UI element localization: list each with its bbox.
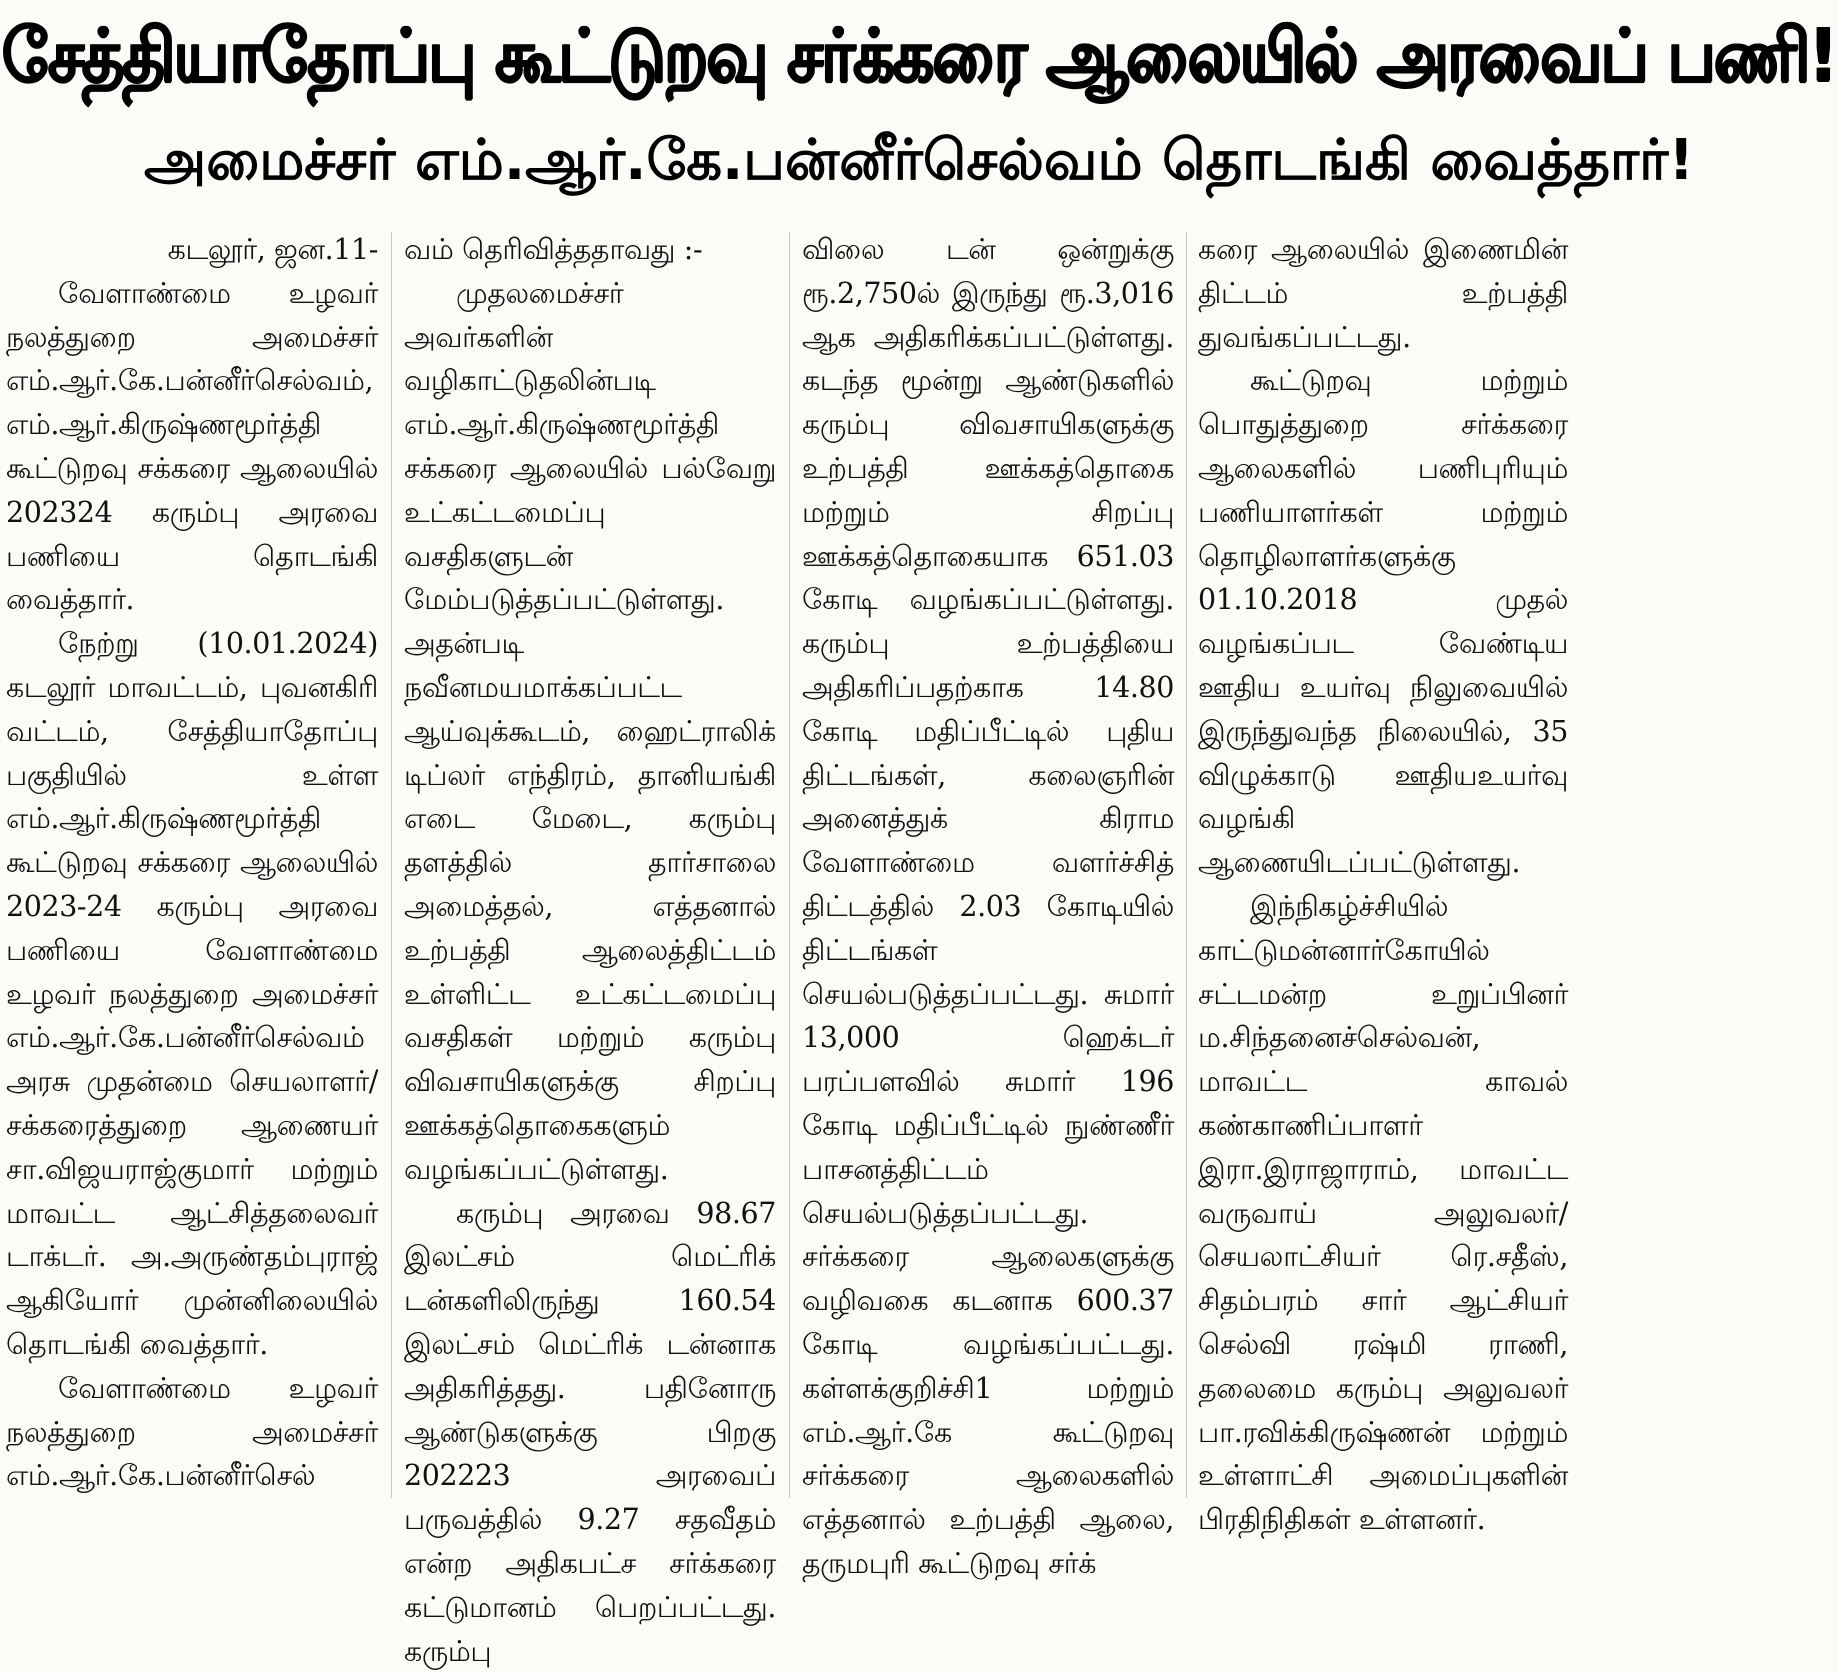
subheadline: அமைச்சர் எம்.ஆர்.கே.பன்னீர்செல்வம் தொடங்கி வைத்தார்! [144, 128, 1694, 193]
paragraph: முதலமைச்சர் அவர்களின் வழிகாட்டுதலின்படி எம்.ஆர்.கிருஷ்ணமூர்த்தி சக்கரை ஆலையில் பல்வேறு உட்கட்டமைப்பு வசதிகளுடன் மேம்படுத்தப்பட்டுள்ளது. அதன்படி நவீனமயமாக்கப்பட்ட ஆய்வுக்கூடம், ஹைட்ராலிக் டிப்லர் எந்திரம், தானியங்கி எடை மேடை, கரும்பு தளத்தில் தார்சாலை அமைத்தல், எத்தனால் உற்பத்தி ஆலைத்திட்டம் உள்ளிட்ட உட்கட்டமைப்பு வசதிகள் மற்றும் கரும்பு விவசாயிகளுக்கு சிறப்பு ஊக்கத்தொகைகளும் வழங்கப்பட்டுள்ளது. [404, 276, 776, 1186]
paragraph: வம் தெரிவித்ததாவது :- [404, 233, 703, 266]
paragraph: கரும்பு அரவை 98.67 இலட்சம் மெட்ரிக் டன்களிலிருந்து 160.54 இலட்சம் மெட்ரிக் டன்னாக அதிகரித்தது. பதினோரு ஆண்டுகளுக்கு பிறகு 202223 அரவைப் பருவத்தில் 9.27 சதவீதம் என்ற அதிகபட்ச சர்க்கரை கட்டுமானம் பெறப்பட்டது. கரும்பு [404, 1196, 776, 1668]
paragraph: கூட்டுறவு மற்றும் பொதுத்துறை சர்க்கரை ஆலைகளில் பணிபுரியும் பணியாளர்கள் மற்றும் தொழிலாளர்களுக்கு 01.10.2018 முதல் வழங்கப்பட வேண்டிய ஊதிய உயர்வு நிலுவையில் இருந்துவந்த நிலையில், 35 விழுக்காடு ஊதியஉயர்வு வழங்கி ஆணையிடப்பட்டுள்ளது. [1198, 364, 1568, 880]
column-divider [391, 232, 392, 1498]
dateline: கடலூர், ஜன.11- [167, 233, 378, 266]
article-column-4 [1198, 228, 1568, 1537]
headline: சேத்தியாதோப்பு கூட்டுறவு சர்க்கரை ஆலையில் அரவைப் பணி! [1, 13, 1837, 98]
paragraph: விலை டன் ஒன்றுக்கு ரூ.2,750ல் இருந்து ரூ.3,016 ஆக அதிகரிக்கப்பட்டுள்ளது. கடந்த மூன்று ஆண்டுகளில் கரும்பு விவசாயிகளுக்கு உற்பத்தி ஊக்கத்தொகை மற்றும் சிறப்பு ஊக்கத்தொகையாக 651.03 கோடி வழங்கப்பட்டுள்ளது. கரும்பு உற்பத்தியை அதிகரிப்பதற்காக 14.80 கோடி மதிப்பீட்டில் புதிய திட்டங்கள், கலைஞரின் அனைத்துக் கிராம வேளாண்மை வளர்ச்சித் திட்டத்தில் 2.03 கோடியில் திட்டங்கள் செயல்படுத்தப்பட்டது. சுமார் 13,000 ஹெக்டர் பரப்பளவில் சுமார் 196 கோடி மதிப்பீட்டில் நுண்ணீர் பாசனத்திட்டம் செயல்படுத்தப்பட்டது. சர்க்கரை ஆலைகளுக்கு வழிவகை கடனாக 600.37 கோடி வழங்கப்பட்டது. கள்ளக்குறிச்சி1 மற்றும் எம்.ஆர்.கே கூட்டுறவு சர்க்கரை ஆலைகளில் எத்தனால் உற்பத்தி ஆலை, தருமபுரி கூட்டுறவு சர்க் [802, 233, 1174, 1580]
paragraph: இந்நிகழ்ச்சியில் காட்டுமன்னார்கோயில் சட்டமன்ற உறுப்பினர் ம.சிந்தனைச்செல்வன், மாவட்ட காவல் கண்காணிப்பாளர் இரா.இராஜாராம், மாவட்ட வருவாய் அலுவலர்/செயலாட்சியர் ரெ.சதீஸ், சிதம்பரம் சார் ஆட்சியர் செல்வி ரஷ்மி ராணி, தலைமை கரும்பு அலுவலர் பா.ரவிக்கிருஷ்ணன் மற்றும் உள்ளாட்சி அமைப்புகளின் பிரதிநிதிகள் உள்ளனர். [1198, 889, 1568, 1537]
article-column-2 [404, 228, 776, 1668]
article-column-1 [6, 228, 378, 1503]
paragraph: கரை ஆலையில் இணைமின் திட்டம் உற்பத்தி துவங்கப்பட்டது. [1198, 233, 1568, 354]
column-divider [1186, 232, 1187, 1498]
column-divider [789, 232, 790, 1498]
paragraph: வேளாண்மை உழவர் நலத்துறை அமைச்சர் எம்.ஆர்.கே.பன்னீர்செல் [6, 1371, 378, 1493]
paragraph: நேற்று (10.01.2024) கடலூர் மாவட்டம், புவனகிரி வட்டம், சேத்தியாதோப்பு பகுதியில் உள்ள எம்.ஆர்.கிருஷ்ணமூர்த்தி கூட்டுறவு சக்கரை ஆலையில் 2023-24 கரும்பு அரவை பணியை வேளாண்மை உழவர் நலத்துறை அமைச்சர் எம்.ஆர்.கே.பன்னீர்செல்வம் அரசு முதன்மை செயலாளர்/சக்கரைத்துறை ஆணையர் சா.விஜயராஜ்குமார் மற்றும் மாவட்ட ஆட்சித்தலைவர் டாக்டர். அ.அருண்தம்புராஜ் ஆகியோர் முன்னிலையில் தொடங்கி வைத்தார். [6, 627, 378, 1361]
article-column-3 [802, 228, 1174, 1580]
paragraph: வேளாண்மை உழவர் நலத்துறை அமைச்சர் எம்.ஆர்.கே.பன்னீர்செல்வம், எம்.ஆர்.கிருஷ்ணமூர்த்தி கூட்டுறவு சக்கரை ஆலையில் 202324 கரும்பு அரவை பணியை தொடங்கி வைத்தார். [6, 276, 378, 617]
